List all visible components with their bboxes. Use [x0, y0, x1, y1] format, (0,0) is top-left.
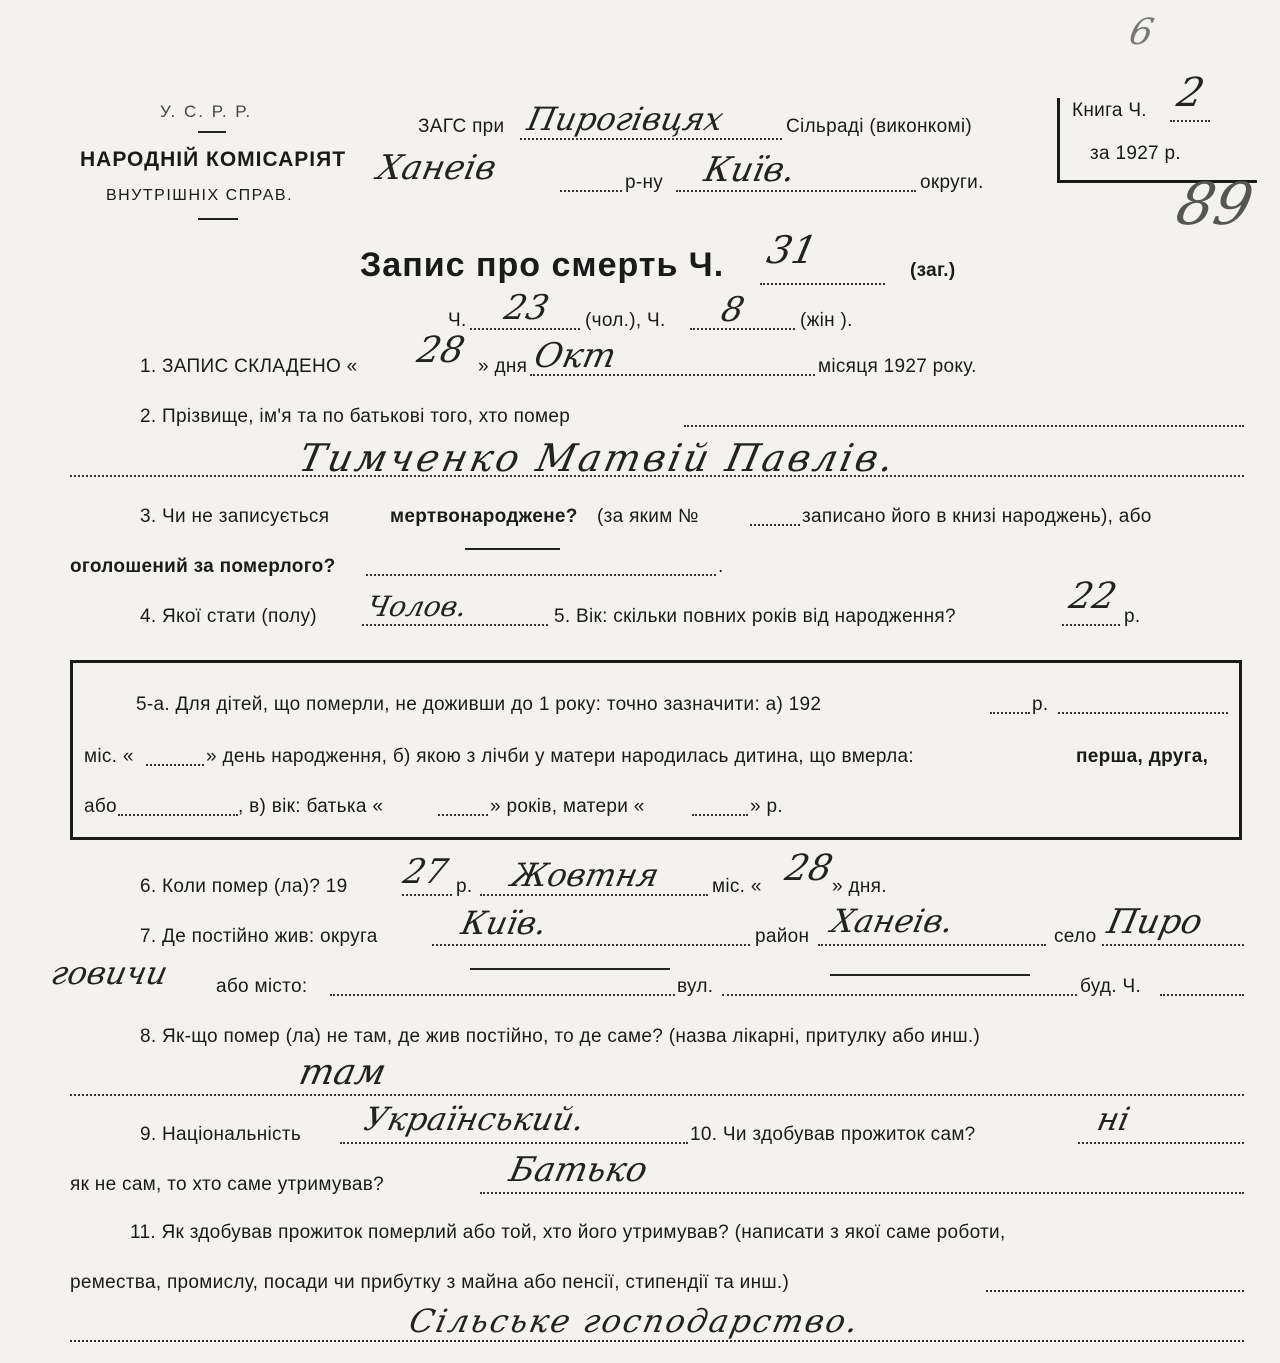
item9-line: [340, 1142, 688, 1144]
zags-line: [520, 138, 782, 140]
title-number: 31: [763, 228, 822, 272]
item6-year-line: [402, 894, 452, 896]
item10-who-value: Батько: [505, 1150, 652, 1190]
item3-bold-a: мертвонароджене?: [390, 506, 578, 527]
item5a-line3-mid2: » років, матери «: [490, 796, 645, 817]
district-value: Ханеів: [373, 148, 500, 188]
item6-year: 27: [399, 852, 452, 892]
item7-bud-label: буд. Ч.: [1080, 976, 1142, 997]
women-line: [690, 328, 795, 330]
item10-value: ні: [1093, 1100, 1134, 1138]
item7-selo-label: село: [1054, 926, 1097, 947]
item7-selo-b: говичи: [47, 954, 172, 992]
item5a-line1-tail: [1058, 712, 1228, 714]
item5-line: [1062, 624, 1120, 626]
item7-vul-dash: [830, 974, 1030, 976]
item2-value: Тимченко Матвій Павлів.: [295, 436, 901, 480]
item3-text-c: записано його в книзі народжень), або: [802, 506, 1152, 527]
okruha-value: Київ.: [700, 150, 799, 190]
item6-r: р.: [456, 876, 473, 897]
item8-label: 8. Як-що помер (ла) не там, де жив постійно, то де саме? (назва лікарні, притулку або инш.): [140, 1026, 981, 1047]
item3-dash: [465, 548, 560, 550]
item7-selo-line: [1102, 944, 1244, 946]
item11-line2: ремества, промислу, посади чи прибутку з майна або пенсії, стипендії та инш.): [70, 1272, 790, 1293]
item5a-line3-mid: , в) вік: батька «: [238, 796, 384, 817]
item10-who-line: [480, 1192, 1244, 1194]
item11-line2-tail: [986, 1290, 1244, 1292]
item7-raion-line: [818, 944, 1046, 946]
item7-raion: Ханеів.: [827, 902, 957, 940]
item7-raion-label: район: [755, 926, 810, 947]
item3-answer-line: [366, 574, 716, 576]
women-label: (жін ).: [800, 310, 853, 331]
men-value: 23: [500, 288, 553, 328]
item1-month: Окт: [530, 336, 620, 376]
header-divider: [198, 131, 226, 133]
title-suffix: (заг.): [910, 260, 956, 281]
men-line: [470, 328, 580, 330]
item3-text-b: (за яким №: [597, 506, 699, 527]
item7-label: 7. Де постійно жив: округа: [140, 926, 378, 947]
item5-unit: р.: [1124, 606, 1141, 627]
item10-who-label: як не сам, то хто саме утримував?: [70, 1174, 385, 1195]
item7-okruha: Київ.: [457, 904, 551, 942]
zags-value: Пирогівцях: [523, 100, 727, 138]
corner-mark: 6: [1125, 12, 1158, 53]
item5a-line2-bold: перша, друга,: [1076, 746, 1209, 767]
item3-bold-b: оголошений за померлого?: [70, 556, 336, 577]
item4-label: 4. Якої стати (полу): [140, 606, 317, 627]
book-label: Книга Ч.: [1072, 100, 1147, 121]
item8-line: [70, 1094, 1244, 1096]
item9-label: 9. Національність: [140, 1124, 302, 1145]
item3-number-line: [750, 524, 800, 526]
item3-text-a: 3. Чи не записується: [140, 506, 330, 527]
item1-day: 28: [413, 330, 469, 371]
book-number-line: [1170, 120, 1210, 122]
item11-value: Сільське господарство.: [405, 1302, 864, 1340]
okruha-line: [676, 190, 916, 192]
item1-mid: » дня: [478, 356, 528, 377]
men-label: (чол.), Ч.: [585, 310, 666, 331]
item5a-year-line: [990, 712, 1030, 714]
commissariat-label: НАРОДНІЙ КОМІСАРІЯТ: [80, 148, 347, 171]
header-divider: [198, 218, 238, 220]
item9-value: Український.: [360, 1100, 588, 1138]
book-number: 2: [1173, 70, 1209, 116]
item4-line: [362, 624, 548, 626]
item5a-line2-start: міс. «: [84, 746, 134, 767]
item7-vul-line: [722, 994, 1077, 996]
item5a-line3-start: або: [84, 796, 117, 817]
book-year: за 1927 р.: [1090, 143, 1181, 164]
item6-mis: міс. «: [712, 876, 762, 897]
item5a-line3-end: » р.: [750, 796, 783, 817]
item7-vul-label: вул.: [677, 976, 714, 997]
item4-value: Чолов.: [364, 590, 470, 623]
item6-end: » дня.: [832, 876, 887, 897]
item6-month-line: [480, 894, 708, 896]
item11-line1: 11. Як здобував прожиток померлий або той, хто його утримував? (написати з якої саме роботи,: [130, 1222, 1006, 1243]
republic-label: У. С. Р. Р.: [160, 102, 253, 121]
men-prefix: Ч.: [448, 310, 467, 331]
department-label: ВНУТРІШНІХ СПРАВ.: [106, 187, 294, 204]
district-label: р-ну: [625, 172, 664, 193]
item7-selo-a: Пиро: [1103, 902, 1207, 942]
item11-answer-line: [70, 1340, 1244, 1342]
item1-prefix: 1. ЗАПИС СКЛАДЕНО «: [140, 356, 358, 377]
item7-misto-label: або місто:: [216, 976, 308, 997]
item3-end: .: [718, 556, 724, 577]
item6-month: Жовтня: [507, 856, 663, 894]
item7-bud-line: [1160, 994, 1244, 996]
item5a-line1: 5-а. Для дітей, що померли, не доживши до 1 року: точно зазначити: а) 192: [136, 694, 822, 715]
item1-suffix: місяця 1927 року.: [818, 356, 977, 377]
item10-line: [1078, 1142, 1244, 1144]
item7-misto-line: [330, 994, 675, 996]
item6-prefix: 6. Коли помер (ла)? 19: [140, 876, 348, 897]
item5a-father-line: [438, 814, 488, 816]
item10-label: 10. Чи здобував прожиток сам?: [690, 1124, 976, 1145]
okruha-label: округи.: [920, 172, 984, 193]
item5a-order-line: [118, 814, 238, 816]
item5a-mother-line: [692, 814, 748, 816]
item7-misto-dash: [470, 968, 670, 970]
item5a-line2-mid: » день народження, б) якою з лічби у матери народилась дитина, що вмерла:: [206, 746, 914, 767]
side-number: 89: [1170, 170, 1260, 238]
item5a-month-line: [146, 764, 204, 766]
zags-suffix: Сільраді (виконкомі): [786, 116, 972, 137]
item7-okruha-line: [432, 944, 750, 946]
item5-label: 5. Вік: скільки повних років від народження?: [554, 606, 956, 627]
item8-value: там: [295, 1052, 390, 1093]
item6-day: 28: [781, 848, 837, 889]
title-label: Запис про смерть Ч.: [360, 246, 725, 284]
item2-label: 2. Прізвище, ім'я та по батькові того, хто помер: [140, 406, 571, 427]
item5-value: 22: [1065, 576, 1121, 617]
item5a-line1-end: р.: [1032, 694, 1049, 715]
district-line: [560, 190, 622, 192]
women-value: 8: [717, 290, 748, 330]
item2-line-a: [684, 425, 1244, 427]
zags-prefix: ЗАГС при: [418, 116, 505, 137]
title-number-line: [760, 283, 885, 285]
